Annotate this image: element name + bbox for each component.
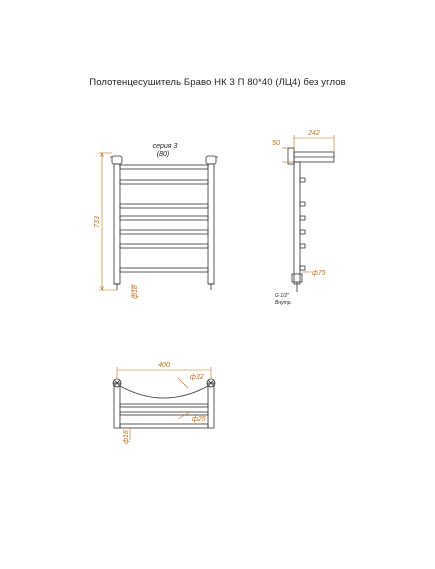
front-view	[110, 156, 218, 290]
bottom-fitting	[292, 274, 302, 282]
drawing-title: Полотенцесушитель Браво НК 3 П 80*40 (ЛЦ4) без углов	[89, 77, 346, 88]
left-mount-knob	[112, 156, 122, 164]
side-view	[288, 148, 334, 292]
side-offset-label: 50	[272, 140, 280, 147]
series-code: (80)	[156, 151, 170, 158]
top-bar-3	[120, 424, 208, 428]
right-mount-knob	[206, 156, 216, 164]
top-bar-2	[120, 412, 208, 415]
top-pipe-dim: ф18	[123, 430, 130, 444]
side-fitting-label: ф75	[312, 270, 326, 277]
rungs	[120, 165, 208, 272]
front-height-label: 733	[94, 216, 101, 228]
side-column	[294, 162, 300, 284]
series-label: серия 3	[152, 143, 178, 150]
side-dimensions	[282, 135, 334, 272]
wall-mount-plate	[288, 148, 294, 164]
front-pipe-dim: ф18	[132, 285, 139, 299]
side-depth-label: 242	[308, 130, 320, 137]
top-right-rail	[208, 383, 214, 428]
right-post	[208, 164, 214, 284]
top-arc	[120, 386, 208, 398]
thread-note: Внутр.	[275, 300, 292, 306]
top-outer-label: ф32	[190, 374, 204, 381]
top-bar-1	[120, 404, 208, 407]
top-width-label: 400	[158, 362, 170, 369]
top-inner-label: ф25	[192, 416, 206, 423]
left-post	[114, 164, 120, 284]
top-left-rail	[114, 383, 120, 428]
side-rung-stubs	[300, 178, 305, 270]
thread-label: G 1/2"	[275, 293, 290, 299]
